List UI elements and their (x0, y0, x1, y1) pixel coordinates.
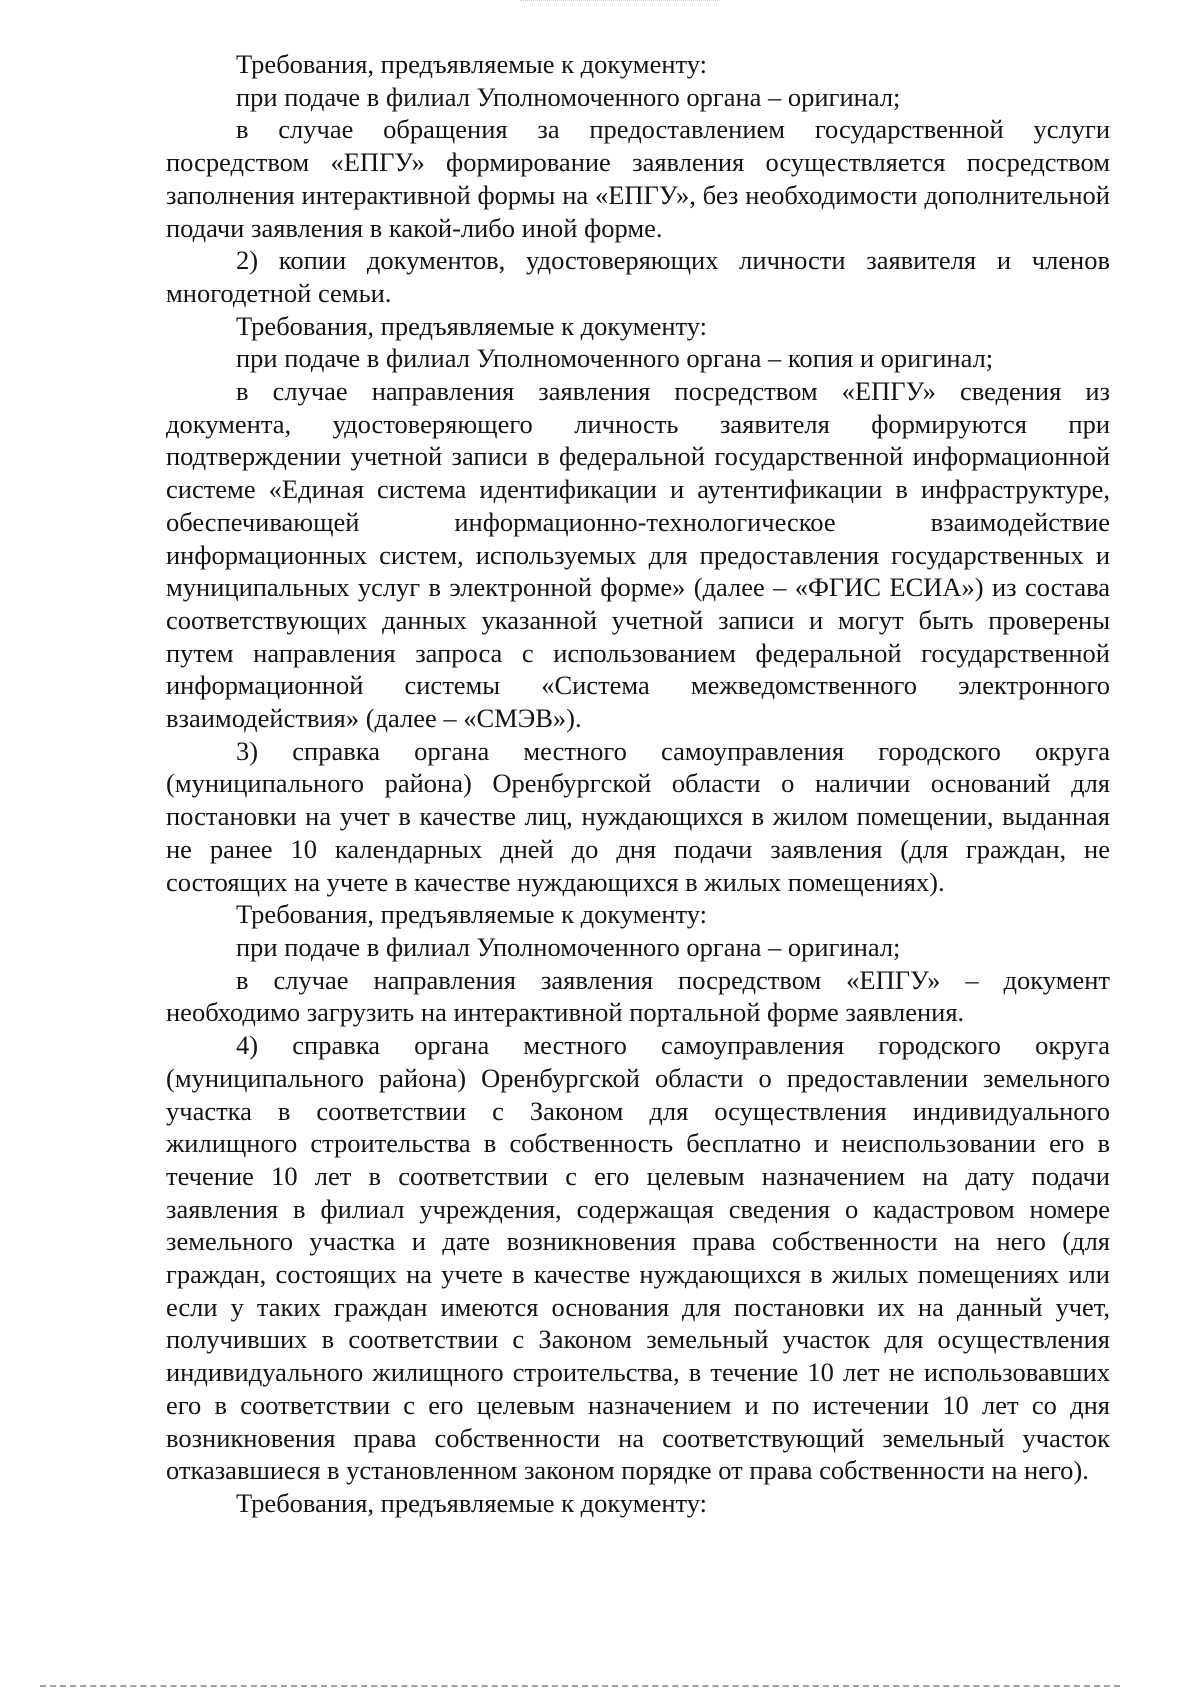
paragraph-epgu-upload: в случае направления заявления посредством «ЕПГУ» – документ необходимо загрузить на интерактивной портальной форме заявления. (166, 964, 1110, 1028)
paragraph-item-3: 3) справка органа местного самоуправления городского округа (муниципального района) Оренбургской области о наличии оснований для постановки на учет в качестве лиц, нуждающихся в жилом помещении, выданная не ранее 10 календарных дней до дня подачи заявления (для граждан, не состоящих на учете в качестве нуждающихся в жилых помещениях). (166, 735, 1110, 897)
document-body (166, 48, 1110, 1520)
paragraph-submission-copy-original: при подаче в филиал Уполномоченного органа – копия и оригинал; (236, 343, 994, 374)
paragraph-epgu-form: в случае обращения за предоставлением государственной услуги посредством «ЕПГУ» формирование заявления осуществляется посредством заполнения интерактивной формы на «ЕПГУ», без необходимости дополнительной подачи заявления в какой-либо иной форме. (166, 114, 1110, 243)
paragraph-item-4: 4) справка органа местного самоуправления городского округа (муниципального района) Оренбургской области о предоставлении земельного участка в соответствии с Законом для осуществления индивидуального жилищного строительства в собственность бесплатно и неиспользовании его в течение 10 лет в соответствии с его целевым назначением на дату подачи заявления в филиал учреждения, содержащая сведения о кадастровом номере земельного участка и дате возникновения права собственности на него (для граждан, состоящих на учете в качестве нуждающихся в жилых помещениях или если у таких граждан имеются основания для постановки их на данный учет, получивших в соответствии с Законом земельный участок для осуществления индивидуального жилищного строительства, в течение 10 лет не использовавших его в соответствии с его целевым назначением и по истечении 10 лет со дня возникновения права собственности на соответствующий земельный участок отказавшиеся в установленном законом порядке от права собственности на него). (166, 1030, 1110, 1486)
paragraph-requirements-4: Требования, предъявляемые к документу: (236, 1487, 708, 1518)
paragraph-esia-smev: в случае направления заявления посредством «ЕПГУ» сведения из документа, удостоверяющего личность заявителя формируются при подтверждении учетной записи в федеральной государственной информационной системе «Единая система идентификации и аутентификации в инфраструктуре, обеспечивающей информационно-технологическое взаимодействие информационных систем, используемых для предоставления государственных и муниципальных услуг в электронной форме» (далее – «ФГИС ЕСИА») из состава соответствующих данных указанной учетной записи и могут быть проверены путем направления запроса с использованием федеральной государственной информационной системы «Система межведомственного электронного взаимодействия» (далее – «СМЭВ»). (166, 376, 1110, 734)
scan-artifact-bottom (40, 1685, 1120, 1687)
paragraph-submission-original-2: при подаче в филиал Уполномоченного органа – оригинал; (236, 931, 901, 962)
paragraph-submission-original-1: при подаче в филиал Уполномоченного органа – оригинал; (236, 81, 901, 112)
paragraph-item-2: 2) копии документов, удостоверяющих личности заявителя и членов многодетной семьи. (166, 245, 1110, 308)
paragraph-requirements-1: Требования, предъявляемые к документу: (236, 49, 708, 79)
paragraph-requirements-3: Требования, предъявляемые к документу: (236, 899, 708, 930)
paragraph-requirements-2: Требования, предъявляемые к документу: (236, 310, 708, 341)
scan-artifact-top (520, 0, 720, 9)
